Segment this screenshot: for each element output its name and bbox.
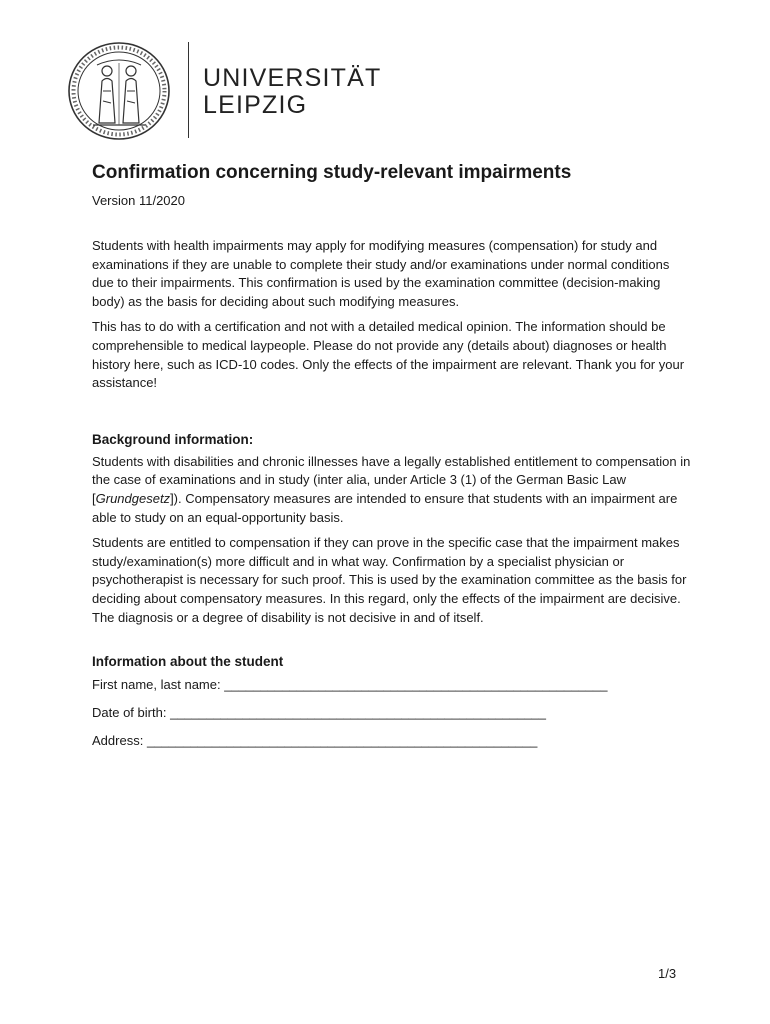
name-field-blank[interactable]: _____________________________________________________ (224, 677, 608, 693)
address-blank[interactable]: ______________________________________________________ (146, 733, 538, 749)
wordmark-line-1: UNIVERSITÄT (203, 64, 382, 92)
document-version: Version 11/2020 (92, 193, 185, 208)
document-body (92, 160, 692, 750)
background-p1-text-a: Students with disabilities and chronic illnesses have a legally established entitlement to compensation in the case of examinations and in study (inter alia, under Article 3 (1) of the German Basic Law [ (92, 453, 691, 506)
intro-paragraph-2: This has to do with a certification and not with a detailed medical opinion. The information should be comprehensible to medical laypeople. Please do not provide any (details about) diagnoses or health history here, such as ICD-10 codes. Only the effects of the impairment are relevant. Thank you for your assistance! (92, 319, 685, 391)
address-label: Address: (92, 733, 144, 749)
university-seal-logo (67, 41, 171, 141)
address-field[interactable] (92, 732, 692, 750)
background-paragraph-2: Students are entitled to compensation if they can prove in the specific case that the impairment makes study/examination(s) more difficult and in what way. Confirmation by a specialist physician or psychotherapist is necessary for such proof. This is used by the examination committee as the basis for deciding about compensatory measures. In this regard, only the effects of the impairment are decisive. The diagnosis or a degree of disability is not decisive in and of itself. (92, 535, 687, 625)
page-number: 1/3 (658, 966, 677, 981)
name-field[interactable] (92, 676, 692, 694)
intro-paragraph-1: Students with health impairments may apply for modifying measures (compensation) for study and examinations if they are unable to complete their study and/or examinations under normal conditions due to their impairments. This confirmation is used by the examination committee (decision-making body) as the basis for deciding about such modifying measures. (92, 238, 670, 309)
name-field-label: First name, last name: (92, 677, 221, 693)
background-paragraph-1 (92, 453, 692, 527)
university-wordmark (203, 65, 382, 119)
date-of-birth-field[interactable] (92, 704, 692, 722)
document-title: Confirmation concerning study-relevant impairments (92, 162, 572, 183)
date-of-birth-label: Date of birth: (92, 705, 167, 721)
student-info-heading: Information about the student (92, 654, 284, 670)
grundgesetz-term: Grundgesetz (95, 490, 171, 506)
wordmark-line-2: LEIPZIG (203, 91, 308, 119)
date-of-birth-blank[interactable]: ____________________________________________________ (170, 705, 547, 721)
background-heading: Background information: (92, 431, 254, 447)
logo-divider (188, 42, 189, 138)
background-p1-text-b: ]). Compensatory measures are intended to ensure that students with an impairment are able to study on an equal-opportunity basis. (92, 490, 678, 525)
